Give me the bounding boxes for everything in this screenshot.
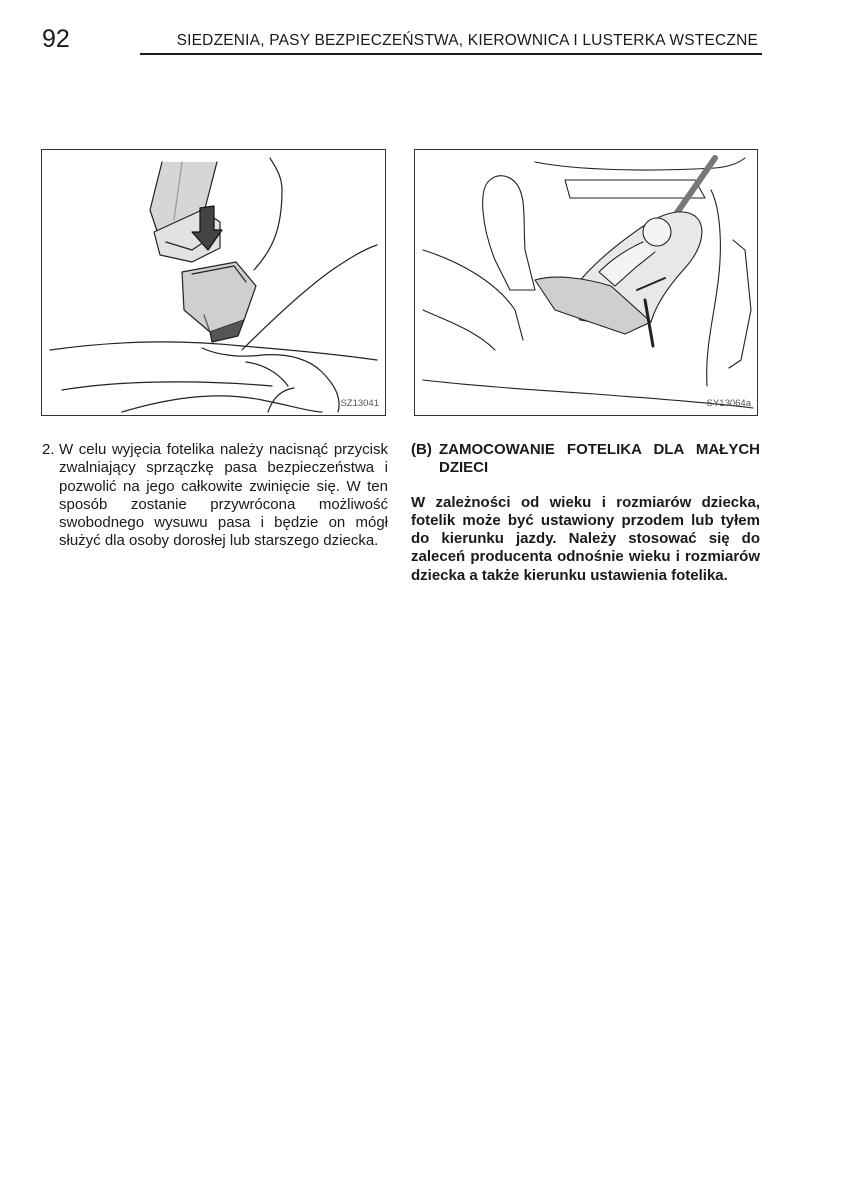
step-number: 2. [42,441,55,458]
section-title: SIEDZENIA, PASY BEZPIECZEŃSTWA, KIEROWNICA I LUSTERKA WSTECZNE [176,32,758,49]
header-rule [140,53,762,55]
child-seat-rear-facing-icon [415,150,757,415]
subsection-tag: (B) [411,441,432,458]
figure-code: SZ13041 [340,398,379,409]
figure-child-seat [414,149,758,416]
page-header [42,24,762,54]
figure-code: SY13064a [706,398,751,409]
seatbelt-buckle-release-icon [42,150,385,415]
section-b [411,441,760,585]
step-text: W celu wyjęcia fotelika należy nacisnąć przycisk zwalniający sprzączkę pasa bezpieczeństwa i pozwolić na jego całkowite zwinięcie się. W ten sposób zostanie przywrócona możliwość swobodnego wysuwu pasa i będzie on mógł służyć dla osoby dorosłej lub starszego dziecka. [59,441,388,550]
figure-buckle-release [41,149,386,416]
subsection-heading [411,441,760,478]
instruction-step-2 [42,441,388,551]
subsection-title: ZAMOCOWANIE FOTELIKA DLA MAŁYCH DZIECI [439,441,760,477]
page-number: 92 [42,25,70,53]
subsection-paragraph: W zależności od wieku i rozmiarów dziecka, fotelik może być ustawiony przodem lub tyłem do kierunku jazdy. Należy stosować się do zaleceń producenta odnośnie wieku i rozmiarów dziecka a także kierunku ustawienia fotelika. [411,493,760,584]
